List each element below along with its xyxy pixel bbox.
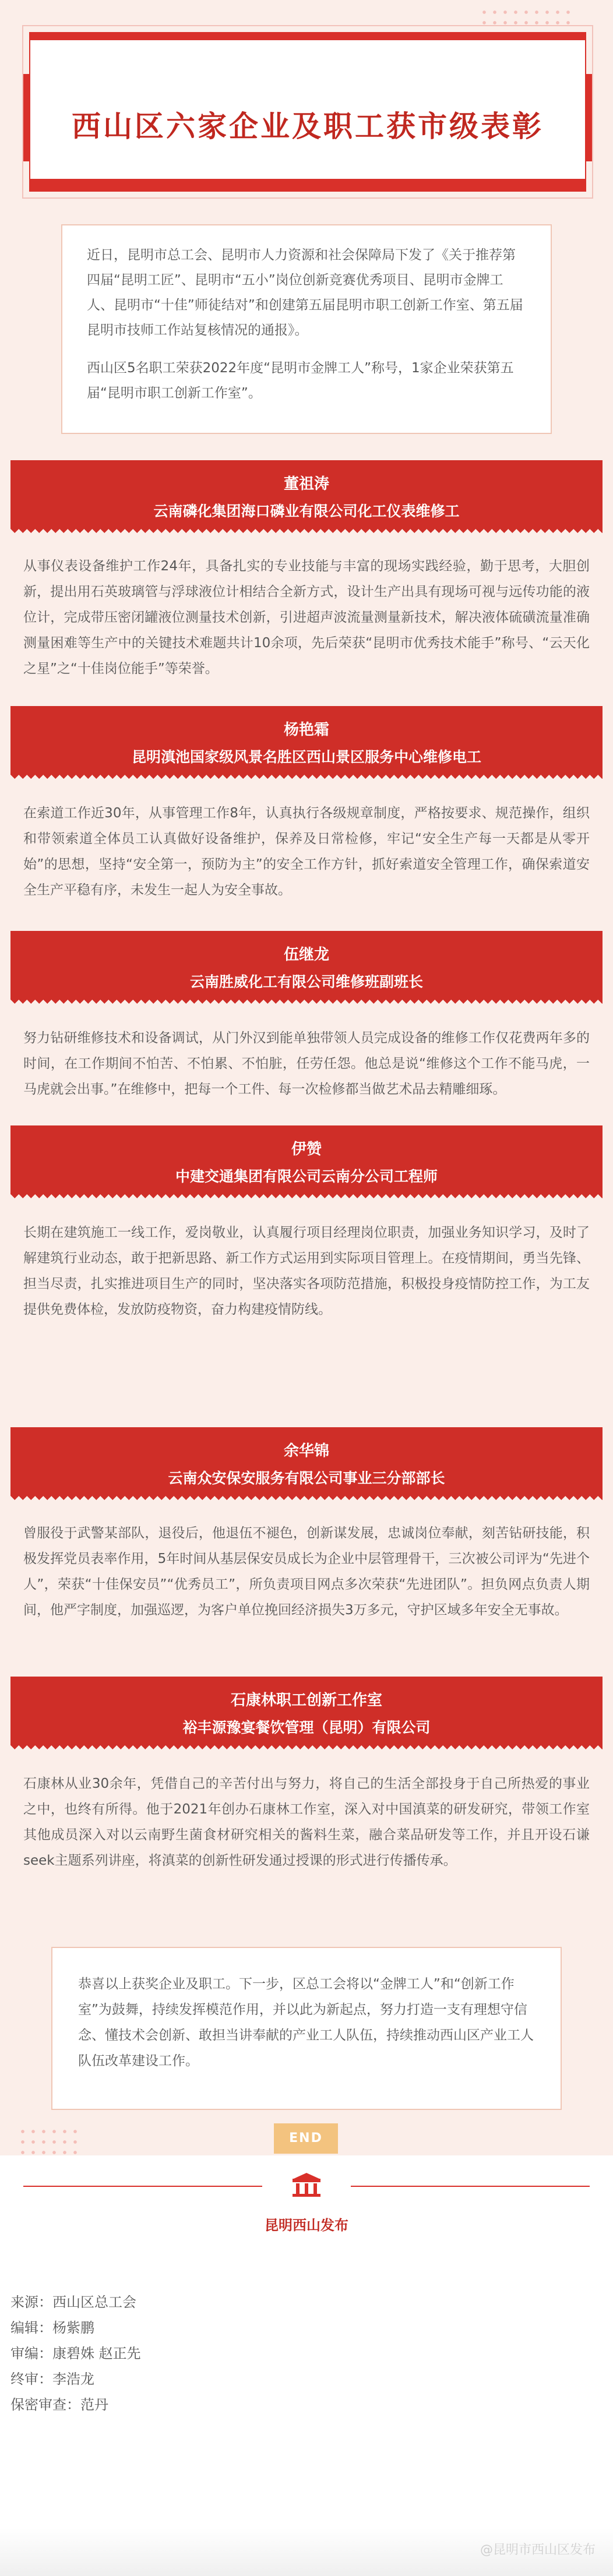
intro-box xyxy=(61,224,552,434)
credit-row xyxy=(10,2366,141,2392)
awardee-org: 云南众安保安服务有限公司事业三分部部长 xyxy=(168,1470,445,1487)
awardee-name: 董祖涛 xyxy=(283,475,329,493)
awardee-description: 努力钻研维修技术和设备调试，从门外汉到能单独带领人员完成设备的维修工作仅花费两年多的时间，在工作期间不怕苦、不怕累、不怕脏，任劳任怨。他总是说“维修这个工作不能马虎，一马虎就会出事。”在维修中，把每一个工件、每一次检修都当做艺术品去精雕细琢。 xyxy=(23,1031,590,1097)
credit-row xyxy=(10,2315,141,2341)
awardee-description: 长期在建筑施工一线工作，爱岗敬业，认真履行项目经理岗位职责，加强业务知识学习，及时了解建筑行业动态，敢于把新思路、新工作方式运用到实际项目管理上。在疫情期间，勇当先锋、担当尽责，扎实推进项目生产的同时，坚决落实各项防范措施，积极投身疫情防控工作，为工友提供免费体检，发放防疫物资，奋力构建疫情防线。 xyxy=(23,1225,590,1317)
awardee-org: 中建交通集团有限公司云南分公司工程师 xyxy=(175,1168,438,1185)
brand-name: 昆明西山发布 xyxy=(265,2217,348,2233)
awardee-description: 石康林从业30余年，凭借自己的辛苦付出与努力，将自己的生活全部投身于自己所热爱的事业之中，也终有所得。他于2021年创办石康林工作室，深入对中国滇菜的研发研究，带领工作室其他成员深入对以云南野生菌食材研究相关的酱料生菜，融合菜品研发等工作，并且开设石谦seek主题系列讲座，将滇菜的创新性研发通过授课的形式进行传播传承。 xyxy=(23,1776,590,1868)
credit-row xyxy=(10,2341,141,2366)
awardee-org: 昆明滇池国家级风景名胜区西山景区服务中心维修电工 xyxy=(131,749,481,765)
awardee-name: 伍继龙 xyxy=(283,946,329,964)
header-wave xyxy=(10,1000,603,1008)
credit-value: 西山区总工会 xyxy=(52,2294,136,2310)
decorative-dots xyxy=(17,2126,82,2161)
awardee-header xyxy=(10,460,603,529)
credit-value: 康碧姝 赵正先 xyxy=(52,2345,141,2362)
credits-list xyxy=(10,2289,141,2418)
awardee-org: 云南胜威化工有限公司维修班副班长 xyxy=(189,973,423,990)
awardee-name: 余华锦 xyxy=(283,1442,329,1460)
title-card-bottom-bar xyxy=(30,179,585,190)
header-wave xyxy=(10,1496,603,1504)
awardee-header xyxy=(10,1427,603,1496)
credit-label: 编辑： xyxy=(10,2320,52,2336)
footer-divider xyxy=(351,2186,590,2187)
credit-row xyxy=(10,2392,141,2418)
title-card xyxy=(29,32,586,192)
awardee-header xyxy=(10,706,603,775)
awardee-org: 云南磷化集团海口磷业有限公司化工仪表维修工 xyxy=(153,503,460,520)
credit-value: 范丹 xyxy=(80,2397,108,2413)
title-card-left-tab xyxy=(23,74,30,161)
credit-label: 审编： xyxy=(10,2345,52,2362)
awardee-org: 裕丰源豫宴餐饮管理（昆明）有限公司 xyxy=(182,1719,431,1736)
awardee-description: 曾服役于武警某部队，退役后，他退伍不褪色，创新谋发展，忠诚岗位奉献，刻苦钻研技能，积极发挥党员表率作用，5年时间从基层保安员成长为企业中层管理骨干，三次被公司评为“先进个人”，荣获“十佳保安员”“优秀员工”，所负责项目网点多次荣获“先进团队”。担负网点负责人期间，他严字制度，加强巡逻，为客户单位挽回经济损失3万多元，守护区域多年安全无事故。 xyxy=(23,1526,590,1618)
awardee-description: 从事仪表设备维护工作24年，具备扎实的专业技能与丰富的现场实践经验，勤于思考，大胆创新，提出用石英玻璃管与浮球液位计相结合全新方式，设计生产出具有现场可视与远传功能的液位计，完成带压密闭罐液位测量技术创新，引进超声波流量测量新技术，解决液体硫磺流量准确测量困难等生产中的关键技术难题共计10余项，先后荣获“昆明市优秀技术能手”称号、“云天化之星”之“十佳岗位能手”等荣誉。 xyxy=(23,559,590,676)
awardee-description: 在索道工作近30年，从事管理工作8年，认真执行各级规章制度，严格按要求、规范操作，组织和带领索道全体员工认真做好设备维护，保养及日常检修，牢记“安全生产每一天都是从零开始”的思想，坚持“安全第一，预防为主”的安全工作方针，抓好索道安全管理工作，确保索道安全生产平稳有序，未发生一起人为安全事故。 xyxy=(23,806,590,898)
credit-value: 杨紫鹏 xyxy=(52,2320,94,2336)
credit-label: 保密审查： xyxy=(10,2397,80,2413)
credit-label: 来源： xyxy=(10,2294,52,2310)
awardee-header xyxy=(10,931,603,1000)
end-badge: END xyxy=(274,2123,338,2154)
awardee-name: 杨艳霜 xyxy=(283,721,329,739)
closing-box xyxy=(51,1947,562,2110)
footer-divider xyxy=(23,2186,262,2187)
header-wave xyxy=(10,529,603,537)
intro-paragraph: 西山区5名职工荣获2022年度“昆明市金牌工人”称号，1家企业荣获第五届“昆明市职工创新工作室”。 xyxy=(87,361,514,401)
watermark: @昆明市西山区发布 xyxy=(480,2543,596,2557)
awardee-header xyxy=(10,1677,603,1745)
building-icon xyxy=(290,2172,323,2197)
credit-value: 李浩龙 xyxy=(52,2371,94,2387)
title-card-right-tab xyxy=(585,74,592,161)
title-card-top-bar xyxy=(30,33,585,40)
closing-paragraph: 恭喜以上获奖企业及职工。下一步，区总工会将以“金牌工人”和“创新工作室”为鼓舞，持续发挥模范作用，并以此为新起点，努力打造一支有理想守信念、懂技术会创新、敢担当讲奉献的产业工人队伍，持续推动西山区产业工人队伍改革建设工作。 xyxy=(78,1977,534,2069)
intro-paragraph: 近日，昆明市总工会、昆明市人力资源和社会保障局下发了《关于推荐第四届“昆明工匠”、昆明市“五小”岗位创新竞赛优秀项目、昆明市金牌工人、昆明市“十佳”师徒结对”和创建第五届昆明市职工创新工作室、第五届昆明市技师工作站复核情况的通报》。 xyxy=(87,248,523,338)
header-wave xyxy=(10,1194,603,1202)
awardee-name: 石康林职工创新工作室 xyxy=(230,1692,382,1709)
credit-row xyxy=(10,2289,141,2315)
header-wave xyxy=(10,1745,603,1753)
header-wave xyxy=(10,775,603,783)
awardee-name: 伊赞 xyxy=(291,1141,322,1158)
awardee-header xyxy=(10,1125,603,1194)
credit-label: 终审： xyxy=(10,2371,52,2387)
page-title: 西山区六家企业及职工获市级表彰 xyxy=(72,110,544,143)
